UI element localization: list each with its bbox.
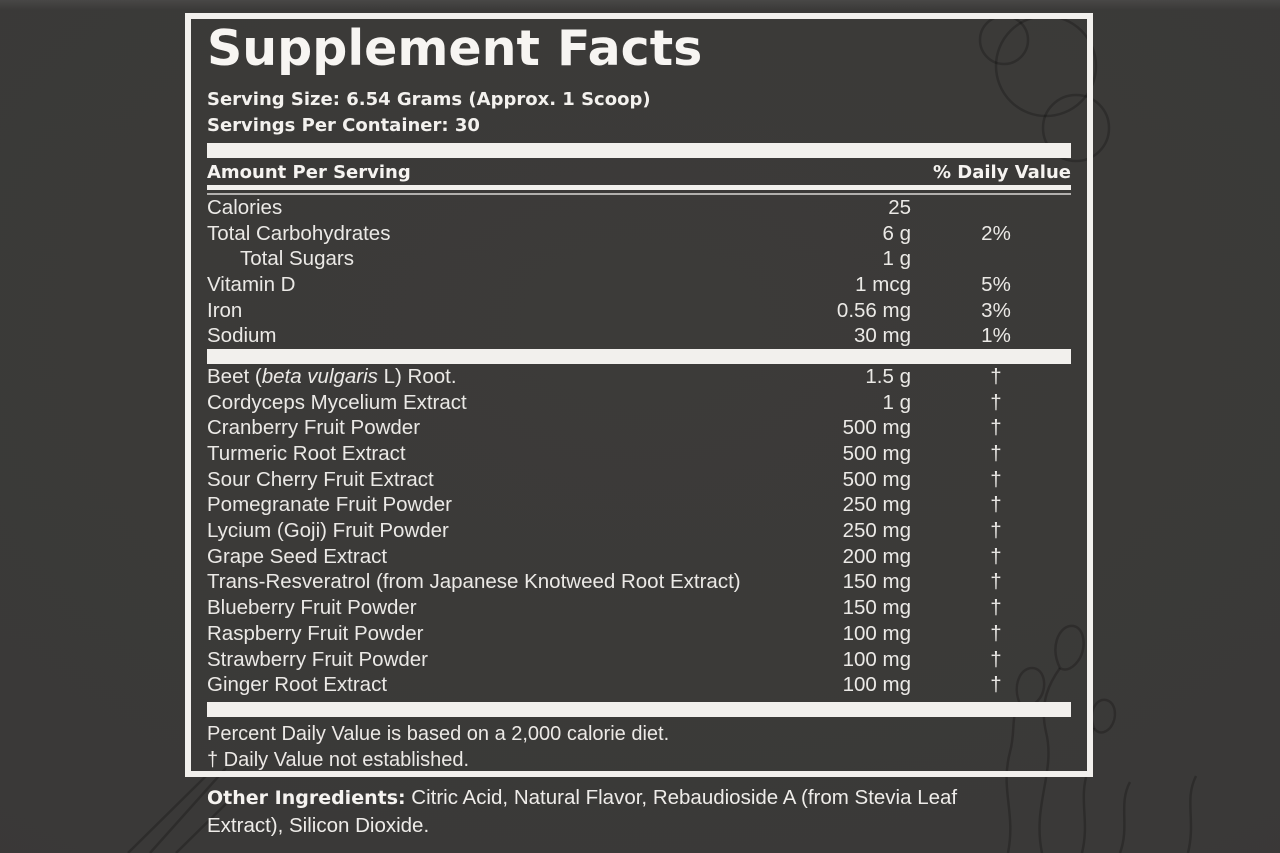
nutrient-amount: 25 bbox=[888, 195, 911, 219]
ingredient-name: Raspberry Fruit Powder bbox=[207, 621, 424, 645]
nutrient-amount: 0.56 mg bbox=[836, 298, 911, 322]
nutrient-amount: 30 mg bbox=[854, 324, 911, 348]
ingredient-daily-value: † bbox=[990, 519, 1002, 543]
nutrient-name: Vitamin D bbox=[207, 272, 296, 296]
nutrient-name: Total Sugars bbox=[240, 247, 354, 271]
table-row bbox=[207, 544, 1071, 570]
ingredient-amount: 1 g bbox=[882, 390, 911, 414]
ingredient-amount: 500 mg bbox=[842, 467, 911, 491]
ingredient-amount: 500 mg bbox=[842, 416, 911, 440]
other-ingredients-text: Citric Acid, Natural Flavor, Rebaudioside A (from Stevia Leaf Extract), Silicon Dioxide. bbox=[207, 786, 958, 837]
nutrient-amount: 1 g bbox=[882, 247, 911, 271]
supplement-facts-panel bbox=[185, 13, 1093, 777]
ingredient-daily-value: † bbox=[990, 570, 1002, 594]
ingredient-daily-value: † bbox=[990, 442, 1002, 466]
decor-bud bbox=[1092, 700, 1115, 733]
divider-bar-bottom bbox=[207, 702, 1071, 717]
ingredient-amount: 250 mg bbox=[842, 493, 911, 517]
table-row bbox=[207, 647, 1071, 673]
ingredient-name: Cranberry Fruit Powder bbox=[207, 416, 421, 440]
nutrient-name: Sodium bbox=[207, 324, 277, 348]
ingredient-amount: 100 mg bbox=[842, 673, 911, 697]
nutrient-rows bbox=[207, 195, 1071, 349]
ingredient-name: Lycium (Goji) Fruit Powder bbox=[207, 519, 449, 543]
ingredient-amount: 200 mg bbox=[842, 544, 911, 568]
table-row bbox=[207, 221, 1071, 247]
ingredient-amount: 100 mg bbox=[842, 647, 911, 671]
footnote-percent-daily-value: Percent Daily Value is based on a 2,000 calorie diet. bbox=[207, 723, 670, 746]
ingredient-daily-value: † bbox=[990, 673, 1002, 697]
amount-per-serving-header: Amount Per Serving bbox=[207, 162, 411, 183]
ingredient-name: Turmeric Root Extract bbox=[207, 442, 406, 466]
ingredient-daily-value: † bbox=[990, 596, 1002, 620]
table-row bbox=[207, 621, 1071, 647]
other-ingredients-label: Other Ingredients: bbox=[207, 787, 406, 809]
table-row bbox=[207, 364, 1071, 390]
table-row bbox=[207, 195, 1071, 221]
ingredient-daily-value: † bbox=[990, 364, 1002, 388]
ingredient-rows bbox=[207, 364, 1071, 698]
ingredient-name: Cordyceps Mycelium Extract bbox=[207, 390, 467, 414]
table-row bbox=[207, 323, 1071, 349]
table-row bbox=[207, 672, 1071, 698]
table-row bbox=[207, 570, 1071, 596]
ingredient-amount: 250 mg bbox=[842, 519, 911, 543]
table-header-row bbox=[207, 160, 1071, 185]
divider-bar-middle bbox=[207, 349, 1071, 364]
table-row bbox=[207, 441, 1071, 467]
nutrient-name: Total Carbohydrates bbox=[207, 221, 391, 245]
nutrient-daily-value: 3% bbox=[981, 298, 1011, 322]
nutrient-amount: 6 g bbox=[882, 221, 911, 245]
ingredient-name: Pomegranate Fruit Powder bbox=[207, 493, 452, 517]
ingredient-name: Ginger Root Extract bbox=[207, 673, 388, 697]
nutrient-daily-value: 5% bbox=[981, 272, 1011, 296]
daily-value-header: % Daily Value bbox=[932, 162, 1071, 183]
servings-per-container-line: Servings Per Container: 30 bbox=[207, 115, 480, 136]
supplement-facts-title: Supplement Facts bbox=[207, 20, 703, 77]
ingredient-daily-value: † bbox=[990, 544, 1002, 568]
table-row bbox=[207, 416, 1071, 442]
decor-stem bbox=[1120, 782, 1130, 853]
ingredient-daily-value: † bbox=[990, 416, 1002, 440]
footnote-daily-value-not-established: † Daily Value not established. bbox=[207, 749, 470, 772]
divider-bar-top bbox=[207, 143, 1071, 158]
other-ingredients bbox=[207, 784, 1023, 840]
ingredient-name: Grape Seed Extract bbox=[207, 544, 388, 568]
table-row bbox=[207, 272, 1071, 298]
footnotes bbox=[207, 721, 1071, 773]
ingredient-daily-value: † bbox=[990, 621, 1002, 645]
ingredient-amount: 1.5 g bbox=[865, 364, 911, 388]
table-row bbox=[207, 390, 1071, 416]
table-row bbox=[207, 493, 1071, 519]
ingredient-name: Blueberry Fruit Powder bbox=[207, 596, 417, 620]
ingredient-daily-value: † bbox=[990, 390, 1002, 414]
decor-stem bbox=[1188, 776, 1196, 853]
ingredient-daily-value: † bbox=[990, 647, 1002, 671]
ingredient-name: Strawberry Fruit Powder bbox=[207, 647, 429, 671]
nutrient-daily-value: 1% bbox=[981, 324, 1011, 348]
ingredient-name: Sour Cherry Fruit Extract bbox=[207, 467, 434, 491]
table-row bbox=[207, 518, 1071, 544]
nutrient-amount: 1 mcg bbox=[855, 272, 911, 296]
nutrient-name: Calories bbox=[207, 195, 283, 219]
decor-leaf-line bbox=[128, 776, 206, 853]
table-row bbox=[207, 467, 1071, 493]
ingredient-amount: 100 mg bbox=[842, 621, 911, 645]
ingredient-name: Beet (beta vulgaris L) Root. bbox=[207, 364, 457, 388]
ingredient-amount: 150 mg bbox=[842, 596, 911, 620]
table-row bbox=[207, 298, 1071, 324]
table-row bbox=[207, 246, 1071, 272]
nutrient-name: Iron bbox=[207, 298, 243, 322]
ingredient-daily-value: † bbox=[990, 493, 1002, 517]
ingredient-amount: 500 mg bbox=[842, 442, 911, 466]
table-row bbox=[207, 595, 1071, 621]
serving-size-line: Serving Size: 6.54 Grams (Approx. 1 Scoop) bbox=[207, 89, 651, 110]
ingredient-name: Trans-Resveratrol (from Japanese Knotweed Root Extract) bbox=[207, 570, 741, 594]
ingredient-daily-value: † bbox=[990, 467, 1002, 491]
nutrient-daily-value: 2% bbox=[981, 221, 1011, 245]
ingredient-amount: 150 mg bbox=[842, 570, 911, 594]
